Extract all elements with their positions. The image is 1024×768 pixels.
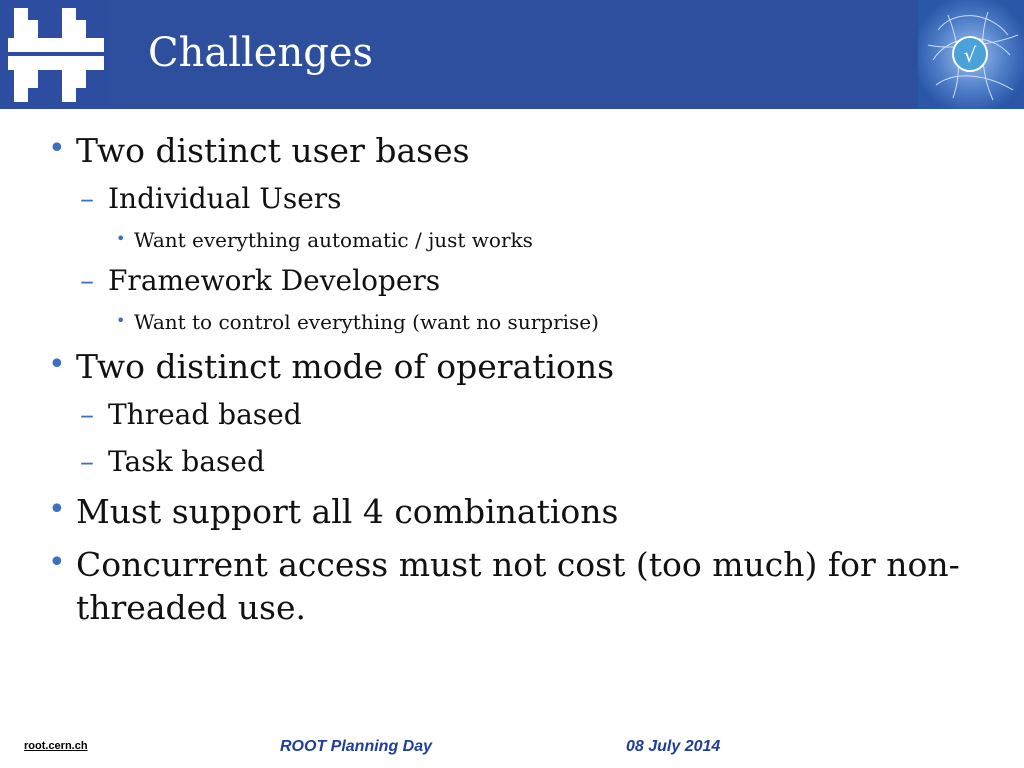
bullet-marker: •: [48, 131, 66, 166]
sub-bullet-marker: –: [80, 182, 94, 215]
bullet-marker: •: [48, 347, 66, 382]
sub-sub-bullet-marker: •: [116, 229, 126, 248]
sub-sub-bullet-item: Want everything automatic / just works: [134, 228, 533, 252]
bullet-marker: •: [48, 545, 66, 580]
sub-bullet-marker: –: [80, 398, 94, 431]
slide-title: Challenges: [148, 30, 374, 76]
bullet-item: Two distinct mode of operations: [76, 347, 615, 386]
bullet-item: Two distinct user bases: [76, 131, 470, 170]
sub-sub-bullet-item: Want to control everything (want no surprise): [134, 310, 599, 334]
bullet-item-line1: Concurrent access must not cost (too much) for non-: [76, 545, 960, 584]
bullet-item-line2: threaded use.: [76, 588, 306, 627]
footer-link[interactable]: root.cern.ch: [24, 740, 88, 752]
bullet-item: Must support all 4 combinations: [76, 492, 619, 531]
sub-bullet-item: Thread based: [108, 398, 302, 431]
sub-bullet-item: Individual Users: [108, 182, 342, 215]
sub-bullet-item: Task based: [108, 445, 265, 478]
bullet-marker: •: [48, 492, 66, 527]
svg-text:√: √: [963, 43, 977, 67]
sub-sub-bullet-marker: •: [116, 311, 126, 330]
footer-date: 08 July 2014: [626, 738, 721, 755]
sub-bullet-marker: –: [80, 445, 94, 478]
sub-bullet-item: Framework Developers: [108, 264, 441, 297]
sub-bullet-marker: –: [80, 264, 94, 297]
footer-event: ROOT Planning Day: [280, 738, 433, 755]
